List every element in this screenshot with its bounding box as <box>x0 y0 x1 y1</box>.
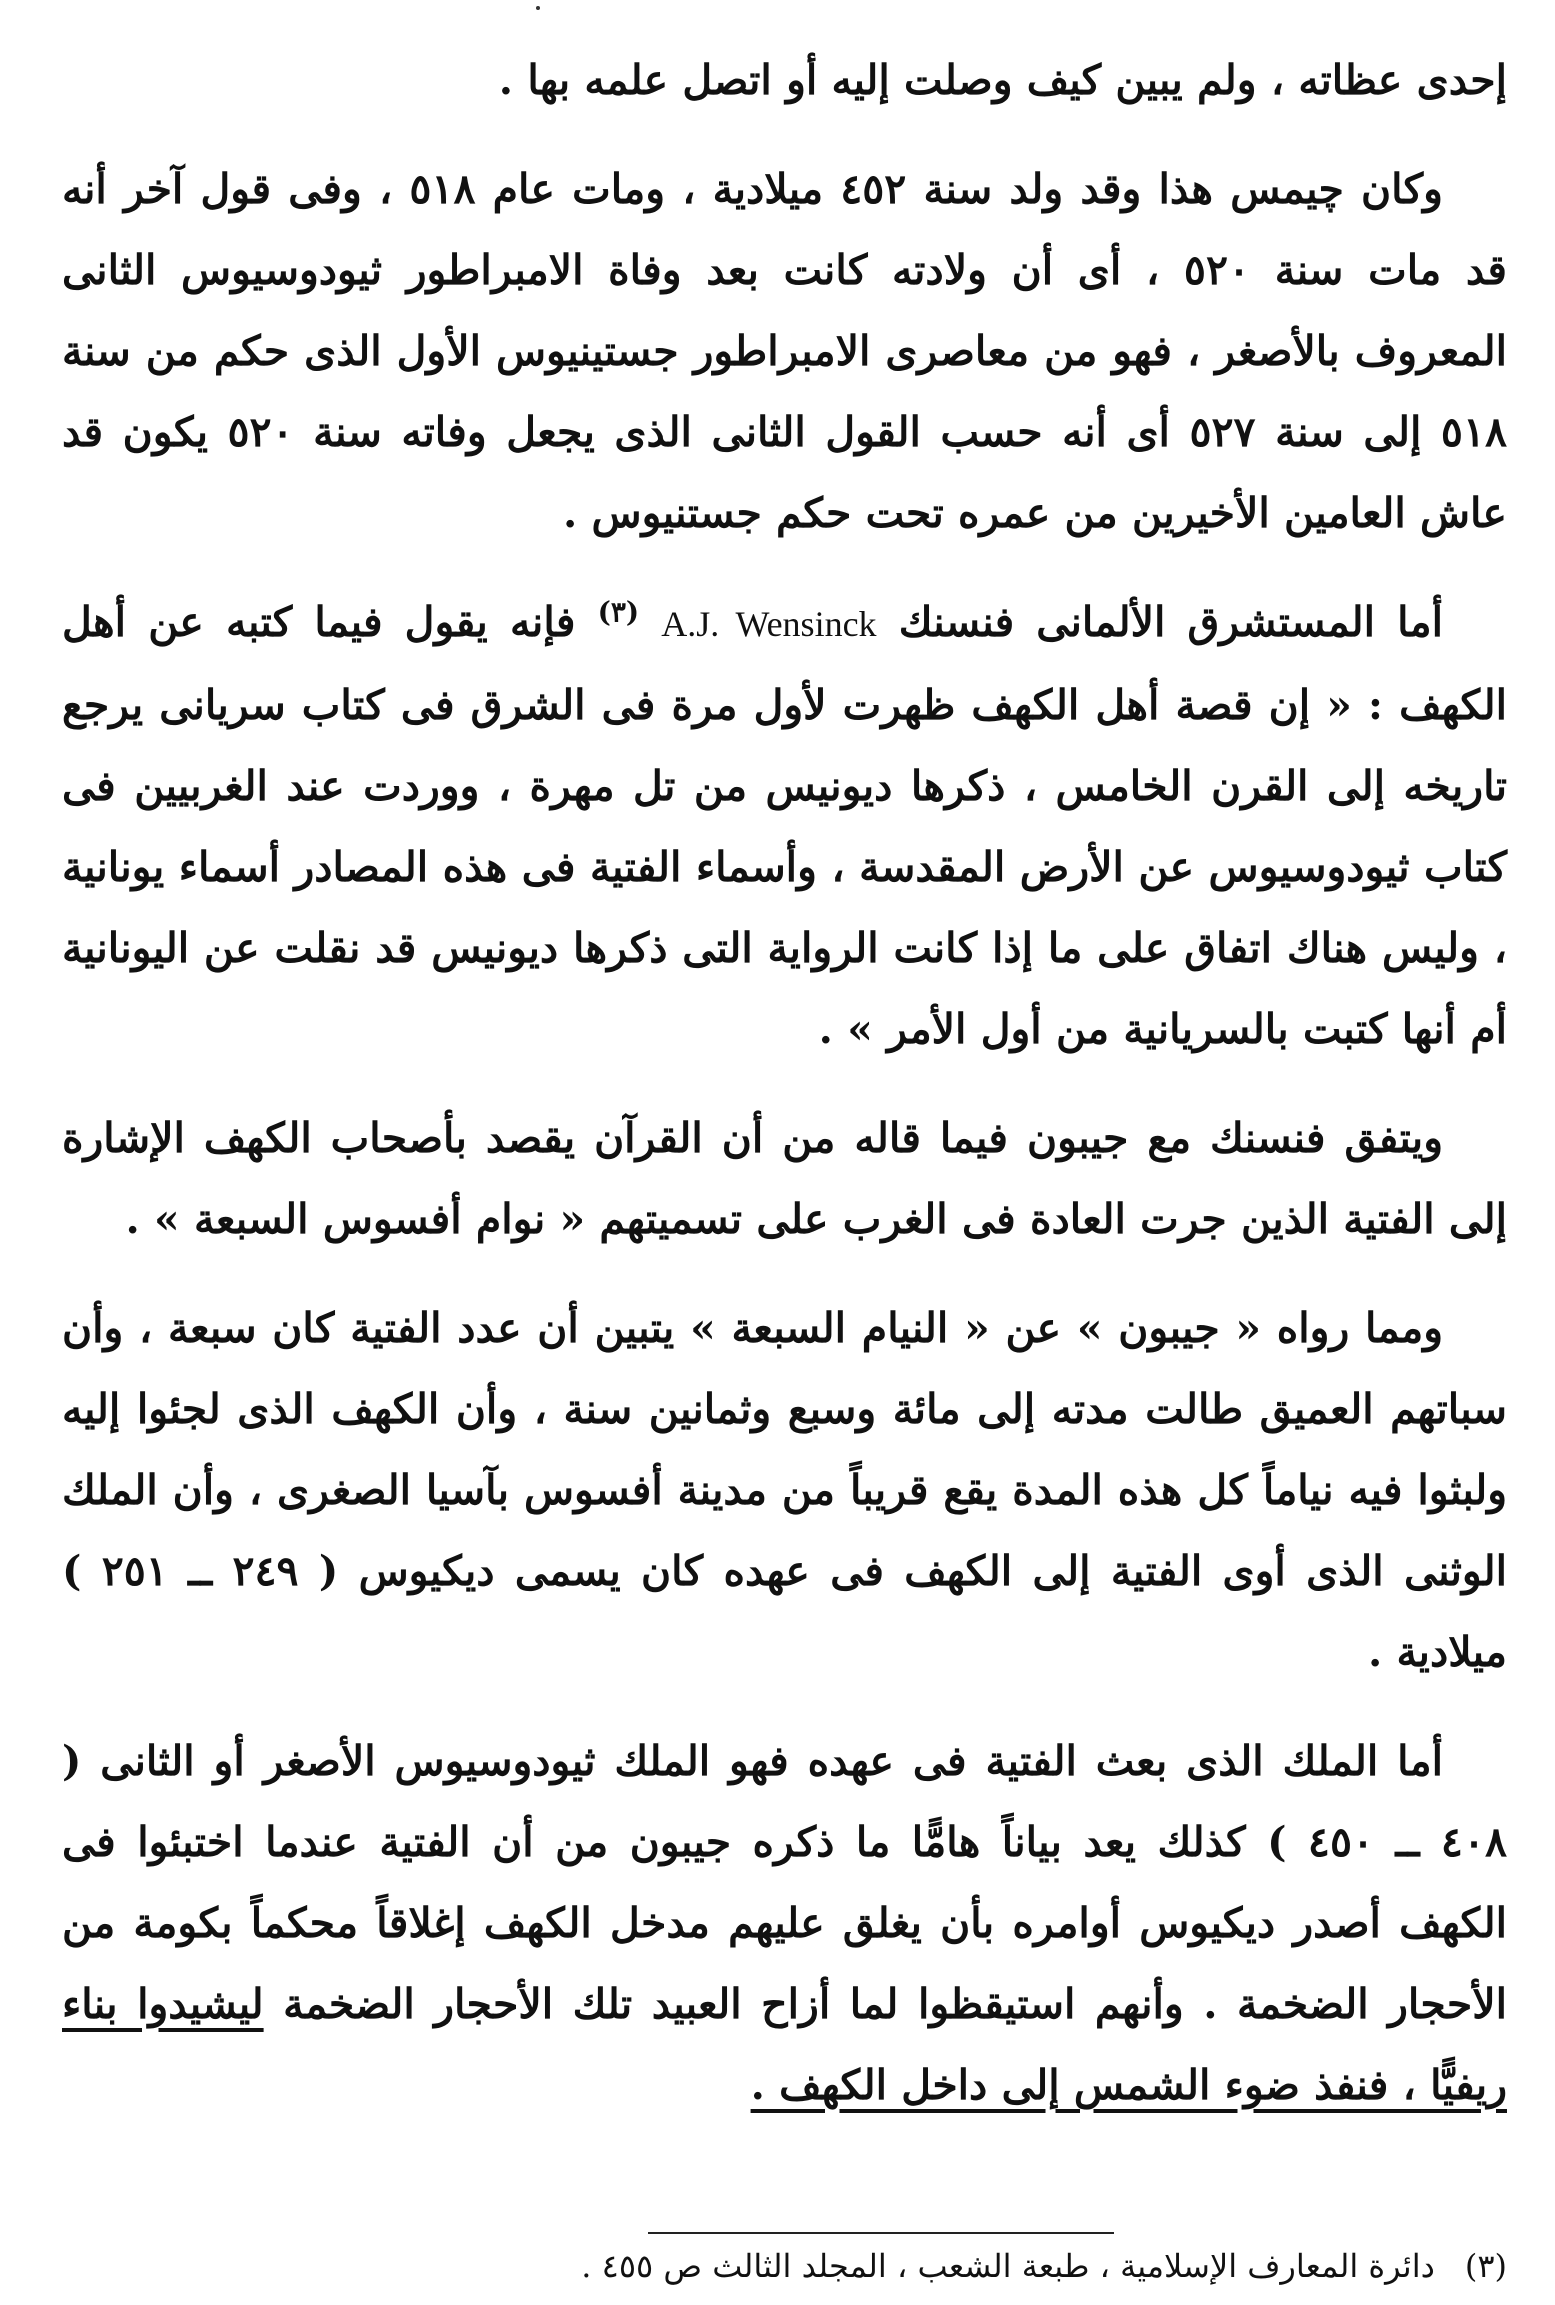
wensinck-latin-name: A.J. Wensinck <box>661 604 877 644</box>
paragraph-1: إحدى عظاته ، ولم يبين كيف وصلت إليه أو اتصل علمه بها . <box>498 56 1507 104</box>
paragraph-6 <box>62 1721 1507 2126</box>
paragraph-5: ومما رواه « جيبون » عن « النيام السبعة » يتبين أن عدد الفتية كان سبعة ، وأن سباتهم العميق طالت مدته إلى مائة وسبع وثمانين سنة ، وأن الكهف الذى لجئوا إليه ولبثوا فيه نياماً كل هذه المدة يقع قريباً من مدينة أفسوس بآسيا الصغرى ، وأن الملك الوثنى الذى أوى الفتية إلى الكهف فى عهده كان يسمى ديكيوس ( ٢٤٩ ــ ٢٥١ ) ميلادية . <box>62 1304 1507 1676</box>
paragraph-3-rest: فإنه يقول فيما كتبه عن أهل الكهف : « إن قصة أهل الكهف ظهرت لأول مرة فى الشرق فى كتاب سريانى يرجع تاريخه إلى القرن الخامس ، ذكرها ديونيس من تل مهرة ، ووردت عند الغربيين فى كتاب ثيودوسيوس عن الأرض المقدسة ، وأسماء الفتية فى هذه المصادر أسماء يونانية ، وليس هناك اتفاق على ما إذا كانت الرواية التى ذكرها ديونيس قد نقلت عن اليونانية أم أنها كتبت بالسريانية من أول الأمر » . <box>62 598 1507 1053</box>
paragraph-3-start: أما المستشرق الألمانى فنسنك <box>898 598 1444 646</box>
footnote-number: (٣) <box>1464 2247 1507 2285</box>
footnote-text: دائرة المعارف الإسلامية ، طبعة الشعب ، المجلد الثالث ص ٤٥٥ . <box>581 2247 1435 2285</box>
paragraph-4: ويتفق فنسنك مع جيبون فيما قاله من أن القرآن يقصد بأصحاب الكهف الإشارة إلى الفتية الذين جرت العادة فى الغرب على تسميتهم « نوام أفسوس السبعة » . <box>62 1114 1507 1243</box>
footnote-reference: (٣) <box>597 595 640 629</box>
paragraph-6-main: أما الملك الذى بعث الفتية فى عهده فهو الملك ثيودوسيوس الأصغر أو الثانى ( ٤٠٨ ــ ٤٥٠ ) كذلك يعد بياناً هامًّا ما ذكره جيبون من أن الفتية عندما اختبئوا فى الكهف أصدر ديكيوس أوامره بأن يغلق عليهم مدخل الكهف إغلاقاً محكماً بكومة من الأحجار الضخمة . وأنهم استيقظوا لما أزاح العبيد تلك الأحجار الضخمة <box>62 1737 1507 2028</box>
footnote-separator <box>648 2232 1114 2234</box>
stray-dot <box>536 6 540 10</box>
footnote <box>67 2244 1507 2288</box>
paragraph-2: وكان چيمس هذا وقد ولد سنة ٤٥٢ ميلادية ، ومات عام ٥١٨ ، وفى قول آخر أنه قد مات سنة ٥٢٠ ، أى أن ولادته كانت بعد وفاة الامبراطور ثيودوسيوس الثانى المعروف بالأصغر ، فهو من معاصرى الامبراطور جستينيوس الأول الذى حكم من سنة ٥١٨ إلى سنة ٥٢٧ أى أنه حسب القول الثانى الذى يجعل وفاته سنة ٥٢٠ يكون قد عاش العامين الأخيرين من عمره تحت حكم جستنيوس . <box>62 165 1507 537</box>
paragraph-3 <box>62 582 1507 1070</box>
paragraph-6-underlined: ليشيدوا بناء ريفيًّا ، فنفذ ضوء الشمس إلى داخل الكهف . <box>62 1980 1507 2109</box>
page-body <box>62 40 1507 2154</box>
